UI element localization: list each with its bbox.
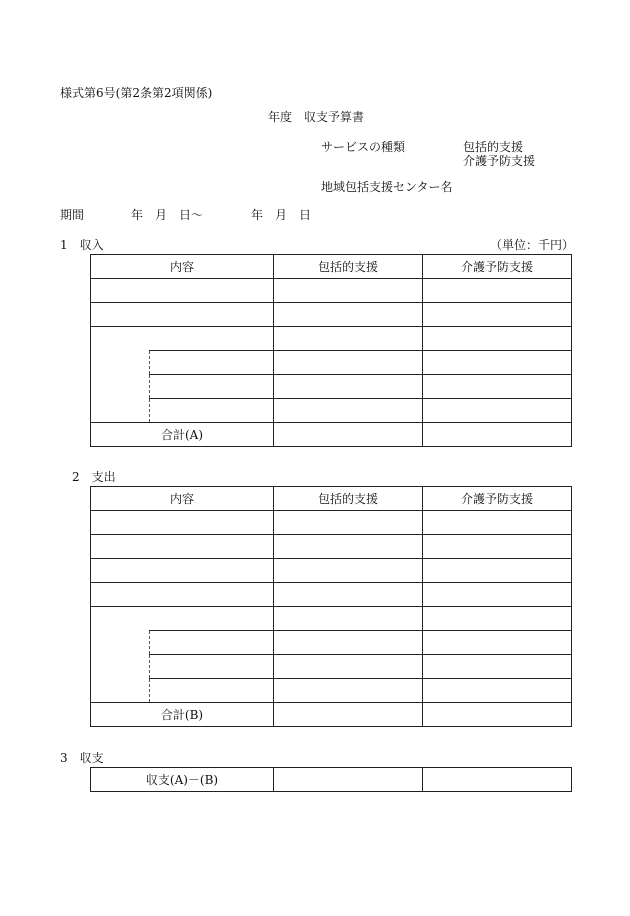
input-cell[interactable] [274,375,423,399]
expense-header-row [91,487,572,511]
input-cell[interactable] [274,679,423,703]
group-cell[interactable] [91,607,150,703]
input-cell[interactable] [274,607,423,631]
income-table [90,254,572,447]
income-col-comprehensive: 包括的支援 [274,255,423,279]
income-header-row [91,255,572,279]
input-cell[interactable] [91,511,274,535]
input-cell[interactable] [274,583,423,607]
expense-table [90,486,572,727]
period-end: 年 月 日 [251,208,312,222]
balance-label: 収支(A)－(B) [91,768,274,792]
table-row [91,279,572,303]
input-cell[interactable] [423,399,572,423]
input-cell[interactable] [274,351,423,375]
center-name-label: 地域包括支援センター名 [321,180,453,194]
table-row [91,511,572,535]
table-row [91,583,572,607]
table-row [91,535,572,559]
expense-col-prevention: 介護予防支援 [423,487,572,511]
input-cell[interactable] [274,631,423,655]
expense-heading: 2 支出 [72,470,116,484]
input-cell[interactable] [91,535,274,559]
input-cell[interactable] [150,327,274,351]
input-cell[interactable] [150,631,274,655]
balance-row [91,768,572,792]
input-cell[interactable] [274,768,423,792]
balance-heading: 3 収支 [60,751,104,765]
group-cell[interactable] [91,327,150,423]
expense-col-comprehensive: 包括的支援 [274,487,423,511]
input-cell[interactable] [91,303,274,327]
input-cell[interactable] [423,631,572,655]
input-cell[interactable] [274,535,423,559]
expense-col-content: 内容 [91,487,274,511]
input-cell[interactable] [423,279,572,303]
input-cell[interactable] [423,679,572,703]
input-cell[interactable] [150,679,274,703]
balance-table [90,767,572,792]
input-cell[interactable] [274,423,423,447]
input-cell[interactable] [150,399,274,423]
income-heading: 1 収入 [60,238,104,252]
table-row [91,679,572,703]
table-row [91,655,572,679]
input-cell[interactable] [423,768,572,792]
table-row [91,327,572,351]
income-col-content: 内容 [91,255,274,279]
input-cell[interactable] [274,655,423,679]
input-cell[interactable] [274,303,423,327]
service-type-comprehensive: 包括的支援 [463,140,524,154]
table-row [91,399,572,423]
input-cell[interactable] [274,327,423,351]
input-cell[interactable] [423,607,572,631]
input-cell[interactable] [274,559,423,583]
unit-label: （単位：千円） [490,238,575,252]
input-cell[interactable] [423,559,572,583]
input-cell[interactable] [274,703,423,727]
input-cell[interactable] [423,655,572,679]
input-cell[interactable] [274,279,423,303]
income-total-label: 合計(A) [91,423,274,447]
document-title: 年度 収支予算書 [268,110,365,124]
table-row [91,607,572,631]
input-cell[interactable] [150,351,274,375]
table-row [91,631,572,655]
input-cell[interactable] [423,423,572,447]
input-cell[interactable] [423,703,572,727]
table-row [91,375,572,399]
period-label: 期間 [60,208,85,222]
input-cell[interactable] [150,375,274,399]
form-id: 様式第6号(第2条第2項関係) [60,86,213,100]
input-cell[interactable] [91,279,274,303]
input-cell[interactable] [423,351,572,375]
input-cell[interactable] [423,375,572,399]
input-cell[interactable] [423,583,572,607]
input-cell[interactable] [91,583,274,607]
table-row [91,559,572,583]
expense-total-row [91,703,572,727]
input-cell[interactable] [423,511,572,535]
input-cell[interactable] [150,655,274,679]
input-cell[interactable] [91,559,274,583]
input-cell[interactable] [150,607,274,631]
income-total-row [91,423,572,447]
service-type-label: サービスの種類 [321,140,406,154]
table-row [91,351,572,375]
service-type-prevention: 介護予防支援 [463,154,536,168]
table-row [91,303,572,327]
input-cell[interactable] [423,327,572,351]
input-cell[interactable] [274,399,423,423]
expense-total-label: 合計(B) [91,703,274,727]
input-cell[interactable] [423,535,572,559]
input-cell[interactable] [423,303,572,327]
income-col-prevention: 介護予防支援 [423,255,572,279]
period-start: 年 月 日〜 [131,208,204,222]
input-cell[interactable] [274,511,423,535]
